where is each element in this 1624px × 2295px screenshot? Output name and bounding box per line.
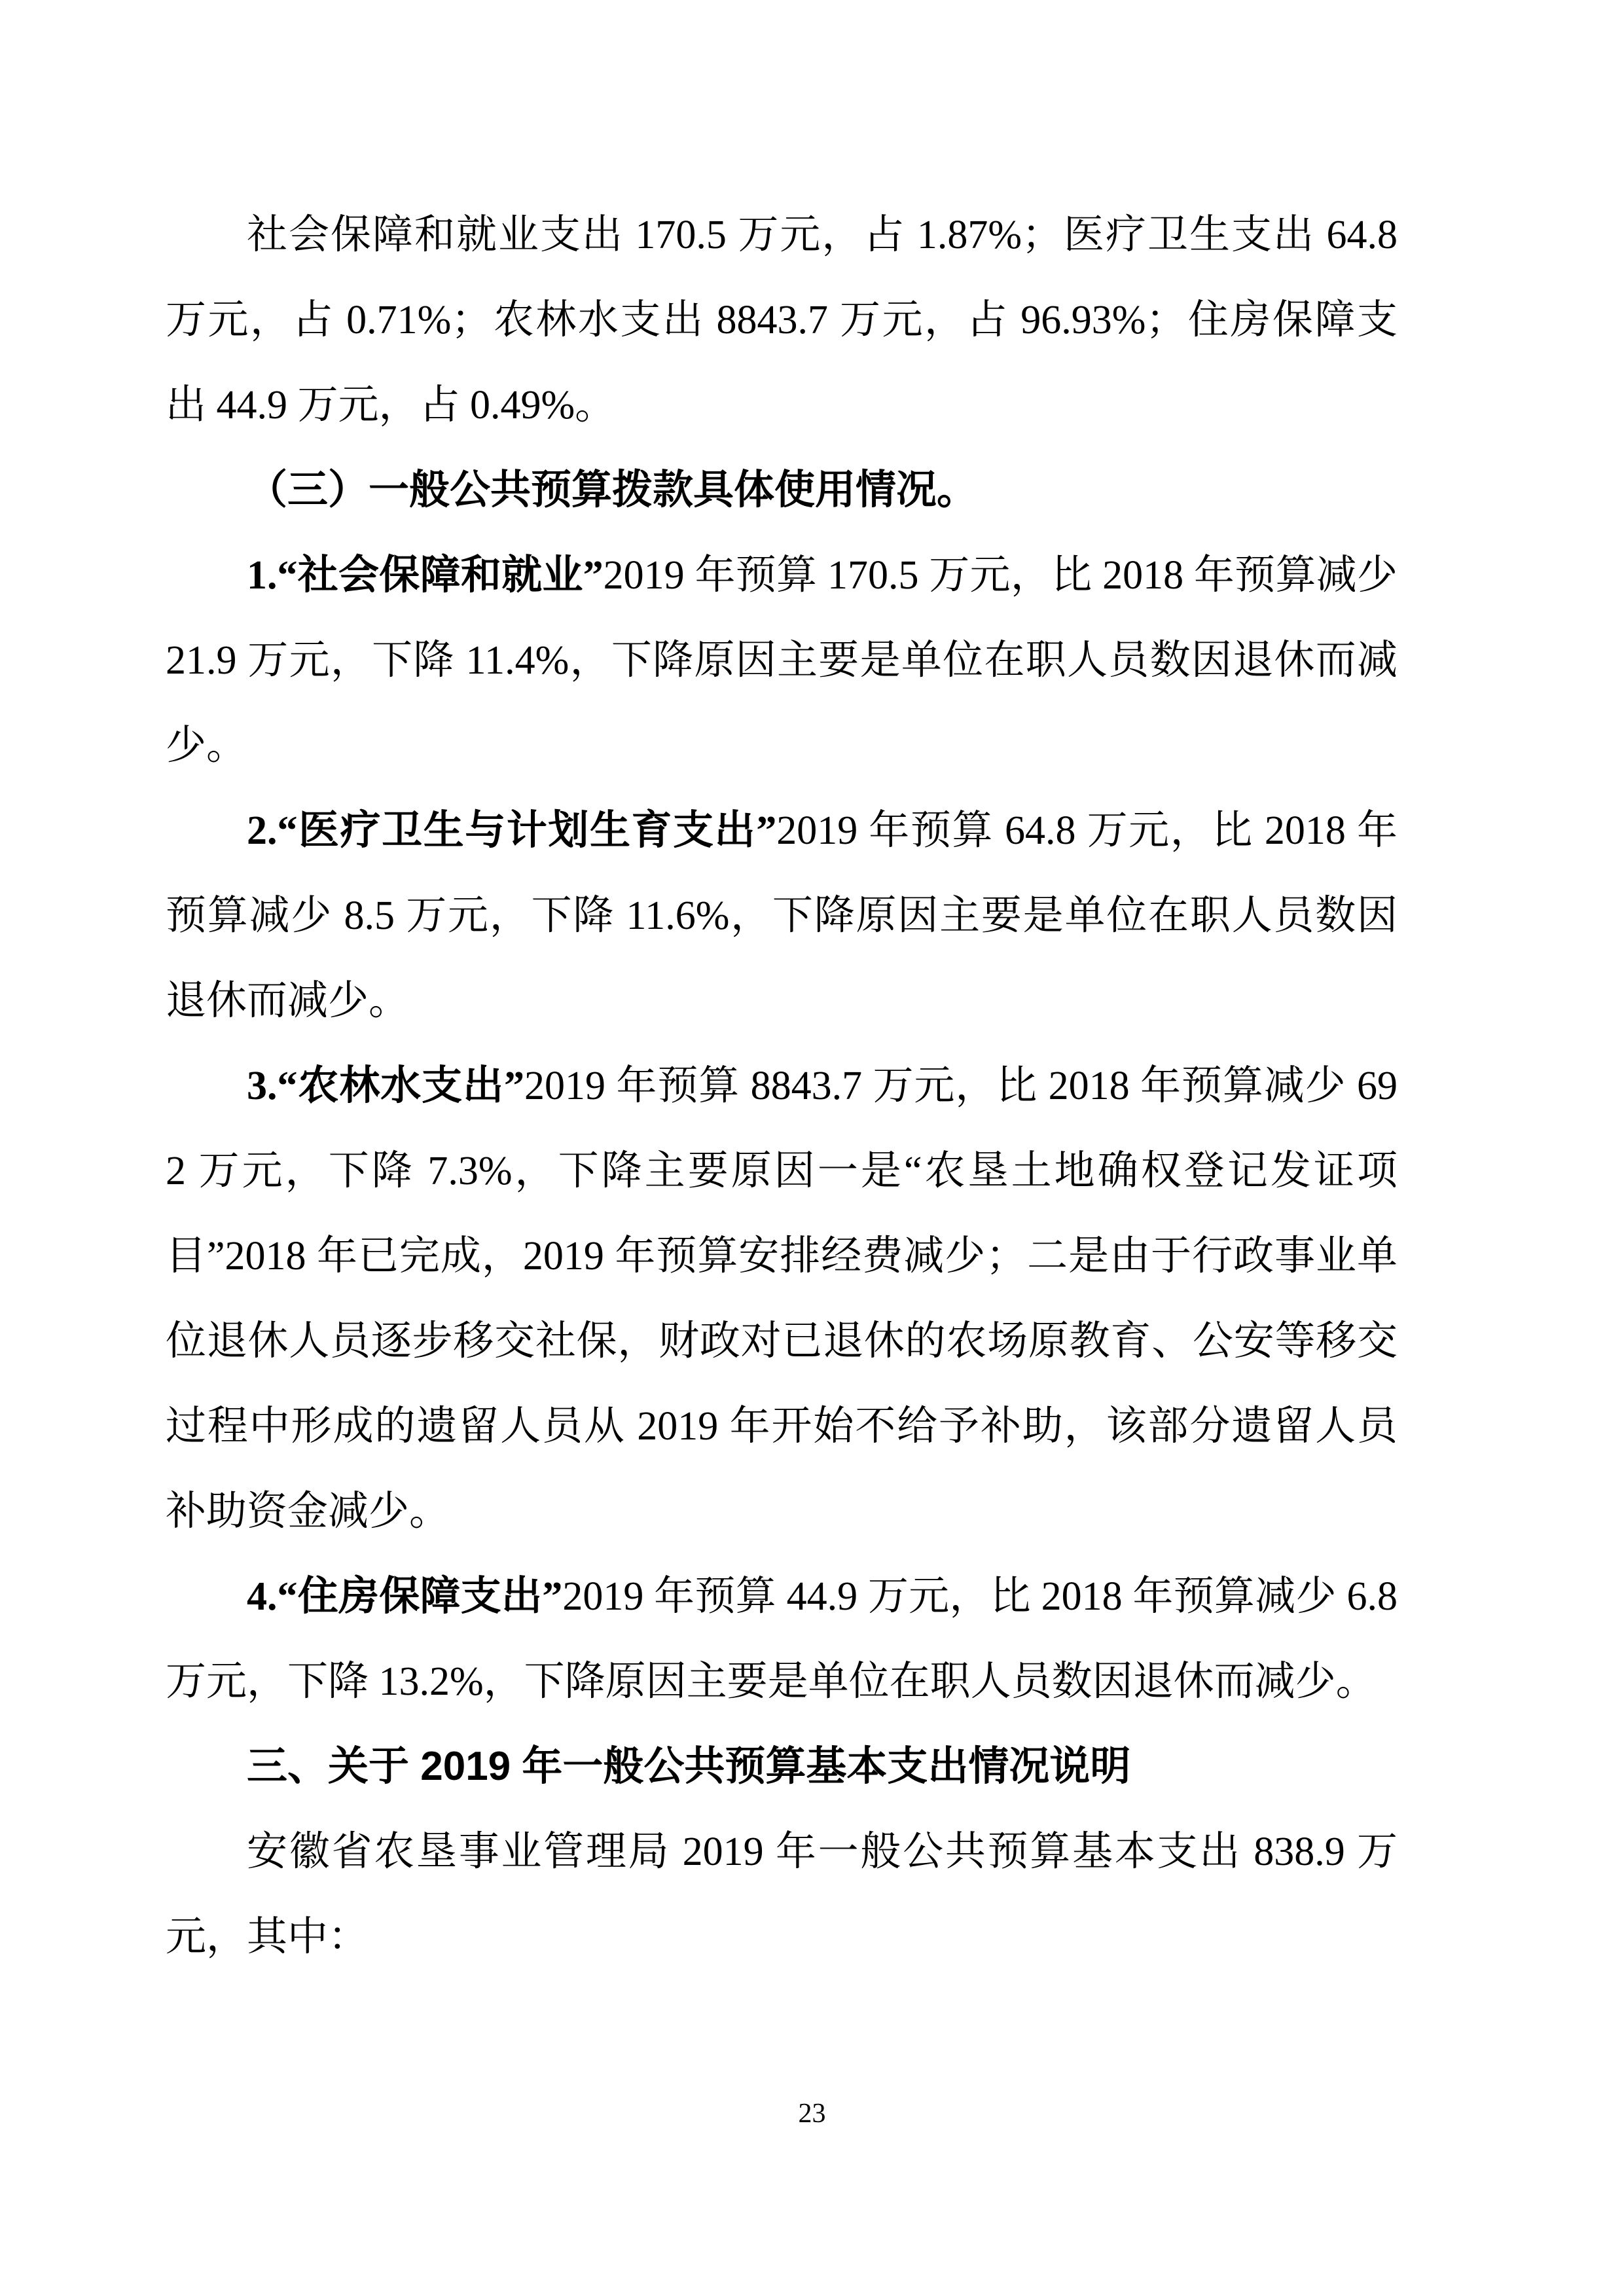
text-run: 2019 年预算 8843.7 万元，比 2018 年预算减少 692 万元，下降 7.3%，下降主要原因一是“农垦土地确权登记发证项目”2018 年已完成，2019 年预算安排经费减少；二是由于行政事业单位退休人员逐步移交社保，财政对已退休的农场原教育、公安等移交过程中形成的遗留人员从 2019 年开始不给予补助，该部分遗留人员补助资金减少。 — [166, 1064, 1398, 1534]
page-number: 23 — [798, 2099, 826, 2129]
document-body — [166, 192, 1398, 1979]
bold-text-run: 3.“农林水支出” — [247, 1064, 524, 1108]
bold-text-run: 2.“医疗卫生与计划生育支出” — [247, 808, 777, 853]
bold-text-run: 1.“社会保障和就业” — [247, 553, 604, 598]
text-run: 社会保障和就业支出 170.5 万元，占 1.87%；医疗卫生支出 64.8 万元，占 0.71%；农林水支出 8843.7 万元，占 96.93%；住房保障支出 44.9 万元，占 0.49%。 — [166, 213, 1398, 427]
text-run: 2019 年预算 64.8 万元，比 2018 年预算减少 8.5 万元，下降 11.6%，下降原因主要是单位在职人员数因退休而减少。 — [166, 808, 1398, 1023]
section-heading — [166, 1724, 1398, 1809]
paragraph — [166, 1554, 1398, 1724]
section-heading — [166, 448, 1398, 533]
bold-text-run: 三、关于 2019 年一般公共预算基本支出情况说明 — [247, 1744, 1131, 1789]
paragraph — [166, 1043, 1398, 1554]
text-run: 2019 年预算 44.9 万元，比 2018 年预算减少 6.8 万元，下降 13.2%，下降原因主要是单位在职人员数因退休而减少。 — [166, 1574, 1398, 1704]
paragraph — [166, 1809, 1398, 1979]
paragraph — [166, 788, 1398, 1043]
text-run: 2019 年预算 170.5 万元，比 2018 年预算减少 21.9 万元，下降 11.4%，下降原因主要是单位在职人员数因退休而减少。 — [166, 553, 1398, 768]
text-run: 安徽省农垦事业管理局 2019 年一般公共预算基本支出 838.9 万元，其中： — [166, 1830, 1398, 1959]
bold-text-run: 4.“住房保障支出” — [247, 1574, 563, 1619]
paragraph — [166, 192, 1398, 448]
paragraph — [166, 533, 1398, 788]
bold-text-run: （三）一般公共预算拨款具体使用情况。 — [247, 468, 978, 513]
